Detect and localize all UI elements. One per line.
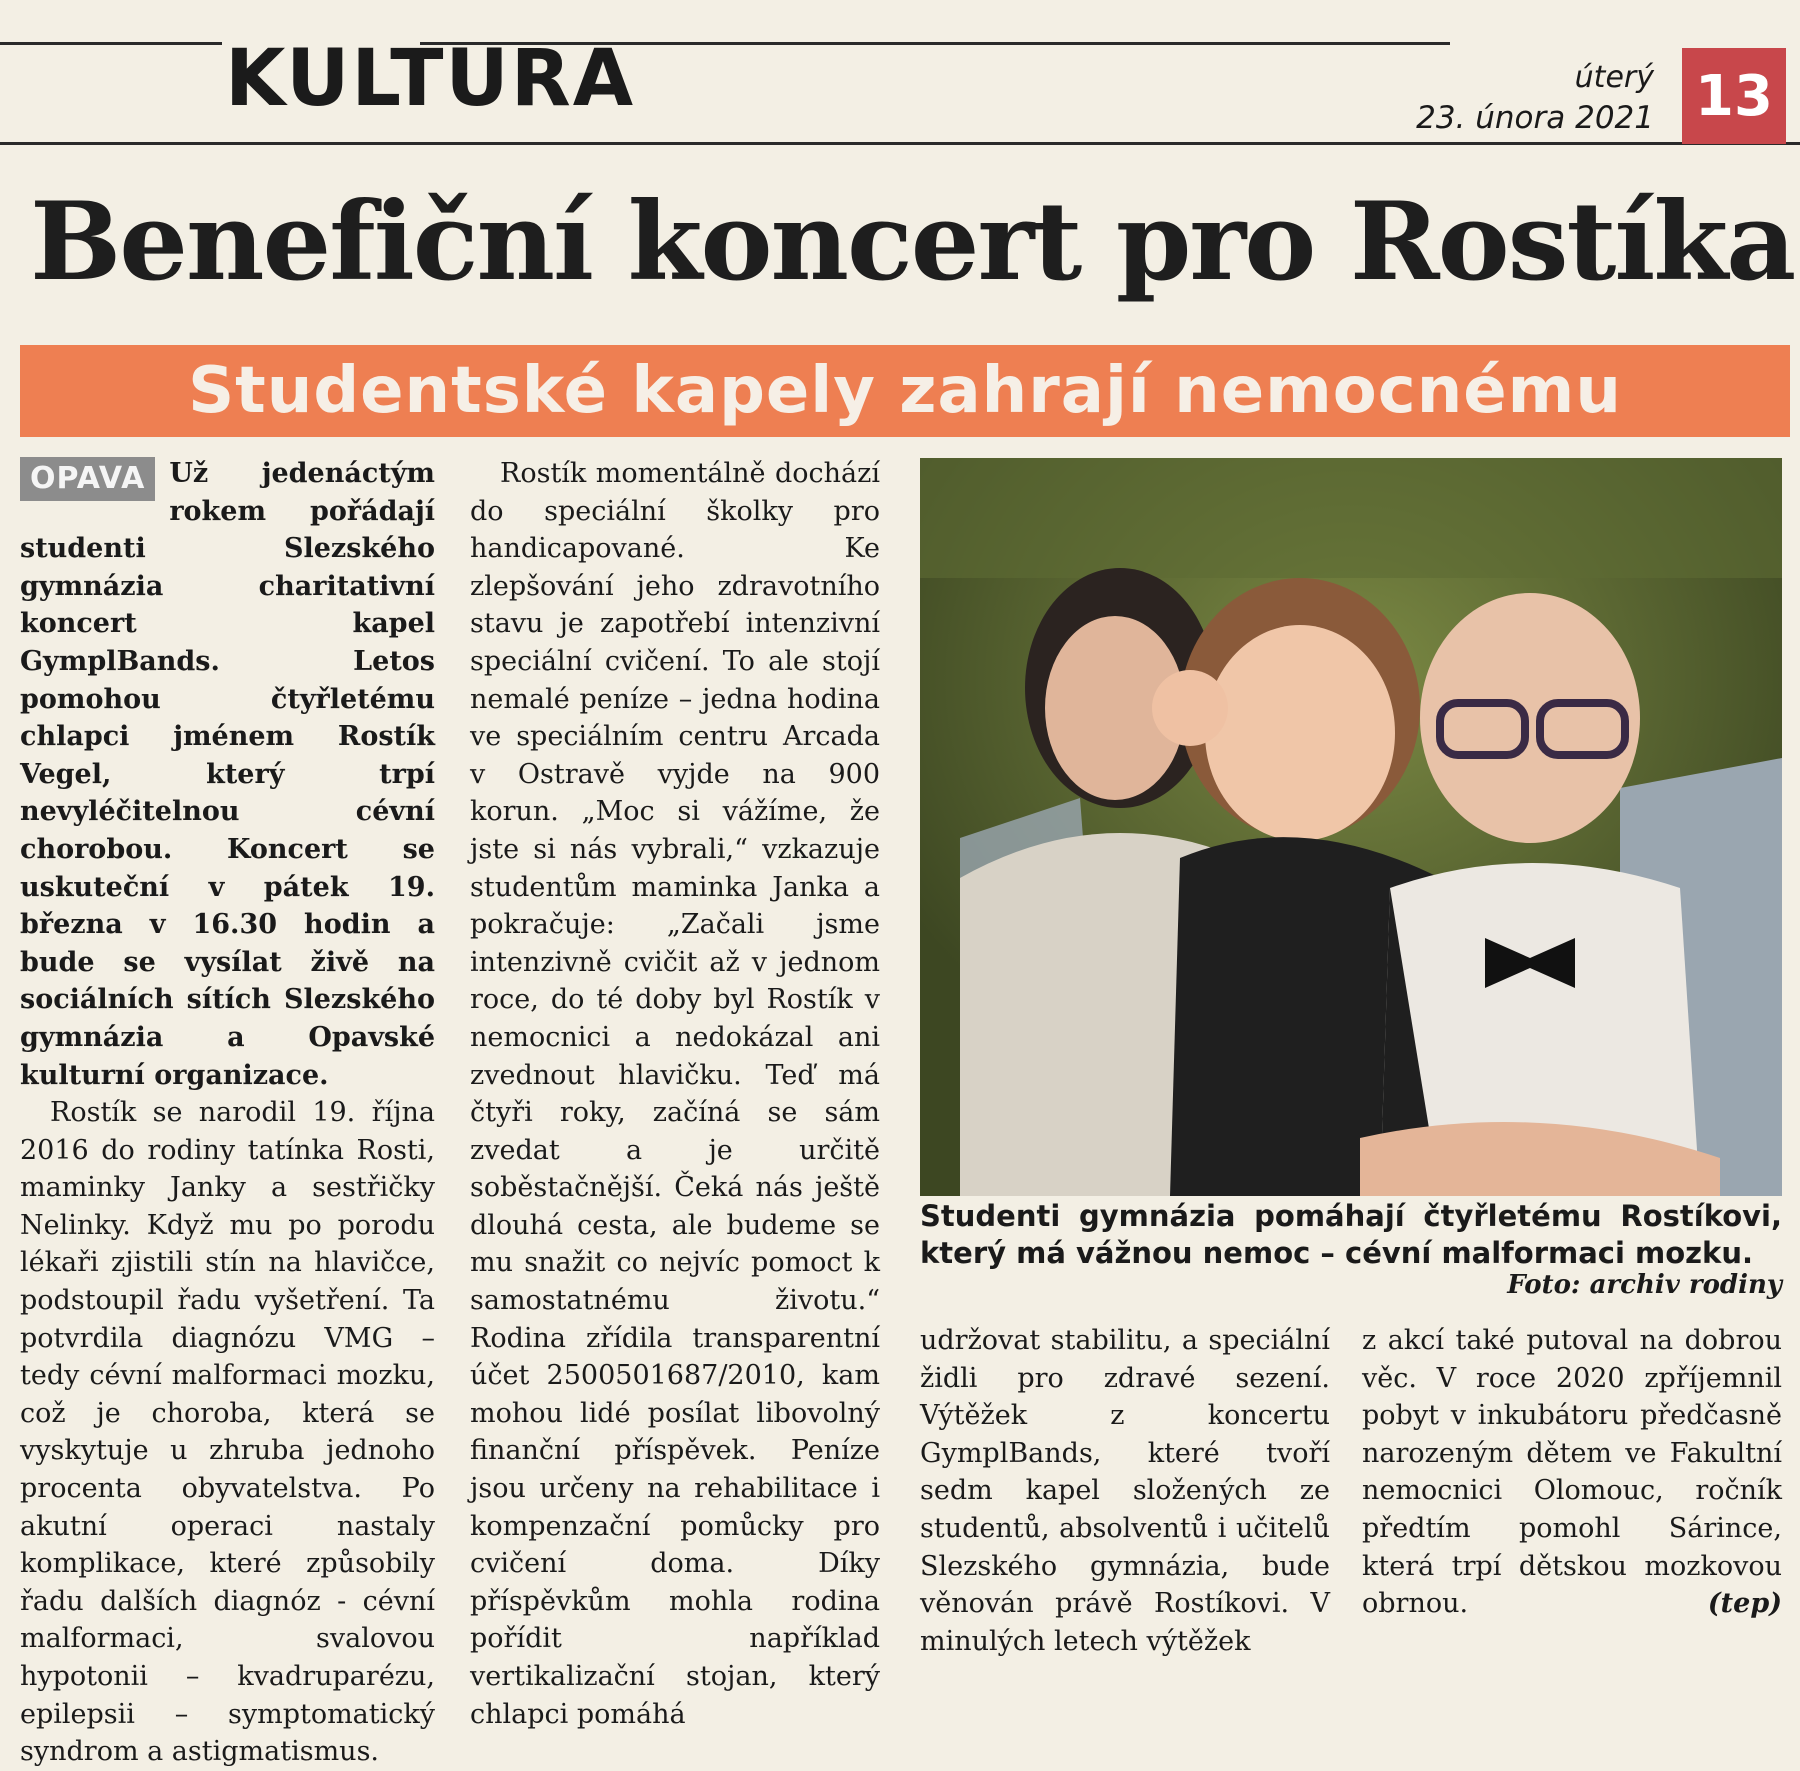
- location-tag: OPAVA: [20, 457, 155, 501]
- article-paragraph-3: udržovat stabilitu, a speciální židli pro zdravé sezení. Výtěžek z koncertu GymplBands, které tvoří sedm kapel složených ze studentů, absolventů i učitelů Slezského gymnázia, bude věnován právě Rostíkovi. V minulých letech výtěžek: [920, 1325, 1330, 1657]
- article-column-4: [1362, 1322, 1782, 1623]
- article-column-3: [920, 1322, 1330, 1660]
- photo-illustration: [920, 458, 1782, 1196]
- photo-credit: Foto: archiv rodiny: [1507, 1270, 1782, 1300]
- lead-text: Už jedenáctým rokem pořádají studenti Slezského gymnázia charitativní koncert kapel GymplBands. Letos pomohou čtyřletému chlapci jménem Rostík Vegel, který trpí nevyléčitelnou cévní chorobou. Koncert se uskuteční v pátek 19. března v 16.30 hodin a bude se vysílat živě na sociálních sítích Slezského gymnázia a Opavské kulturní organizace.: [20, 458, 435, 1091]
- article-column-2: [470, 455, 880, 1733]
- article-author: (tep): [1707, 1588, 1782, 1620]
- photo-caption: Studenti gymnázia pomáhají čtyřletému Rostíkovi, který má vážnou nemoc – cévní malformaci mozku.: [920, 1199, 1782, 1270]
- article-paragraph-1: Rostík se narodil 19. října 2016 do rodiny tatínka Rosti, maminky Janky a sestřičky Nelinky. Když mu po porodu lékaři zjistili stín na hlavičce, podstoupil řadu vyšetření. Ta potvrdila diagnózu VMG – tedy cévní malformaci mozku, což je choroba, která se vyskytuje u zhruba jednoho procenta obyvatelstva. Po akutní operaci nastaly komplikace, které způsobily řadu dalších diagnóz - cévní malformaci, svalovou hypotonii – kvadruparézu, epilepsii – symptomatický syndrom a astigmatismus.: [20, 1097, 435, 1768]
- subheadline-banner: [20, 345, 1790, 437]
- headline: Benefiční koncert pro Rostíka: [30, 179, 1795, 305]
- section-title: KULTURA: [225, 34, 636, 124]
- article-photo: [920, 458, 1782, 1196]
- article-column-1: [20, 455, 435, 1771]
- subheadline: Studentské kapely zahrají nemocnému: [188, 354, 1622, 428]
- paragraph-4-text: z akcí také putoval na dobrou věc. V roce 2020 zpříjemnil pobyt v inkubátoru předčasně narozeným dětem ve Fakultní nemocnici Olomouc, ročník předtím pomohl Sárince, která trpí dětskou mozkovou obrnou.: [1362, 1325, 1782, 1620]
- header-rule-left: [0, 42, 222, 45]
- issue-day: úterý: [1574, 60, 1654, 95]
- header-rule-bottom: [0, 142, 1800, 145]
- article-paragraph-4: [1362, 1322, 1782, 1623]
- article-lead: [20, 455, 435, 1094]
- article-paragraph-2: Rostík momentálně dochází do speciální školky pro handicapované. Ke zlepšování jeho zdravotního stavu je zapotřebí intenzivní speciální cvičení. To ale stojí nemalé peníze – jedna hodina ve speciálním centru Arcada v Ostravě vyjde na 900 korun. „Moc si vážíme, že jste si nás vybrali,“ vzkazuje studentům maminka Janka a pokračuje: „Začali jsme intenzivně cvičit až v jednom roce, do té doby byl Rostík v nemocnici a nedokázal ani zvednout hlavičku. Teď má čtyři roky, začíná se sám zvedat a je určitě soběstačnější. Čeká nás ještě dlouhá cesta, ale budeme se mu snažit co nejvíc pomoct k samostatnému životu.“ Rodina zřídila transparentní účet 2500501687/2010, kam mohou lidé posílat libovolný finanční příspěvek. Peníze jsou určeny na rehabilitace i kompenzační pomůcky pro cvičení doma. Díky příspěvkům mohla rodina pořídit například vertikalizační stojan, který chlapci pomáhá: [470, 458, 880, 1730]
- page-number: 13: [1682, 48, 1786, 144]
- issue-date: 23. února 2021: [1416, 100, 1654, 136]
